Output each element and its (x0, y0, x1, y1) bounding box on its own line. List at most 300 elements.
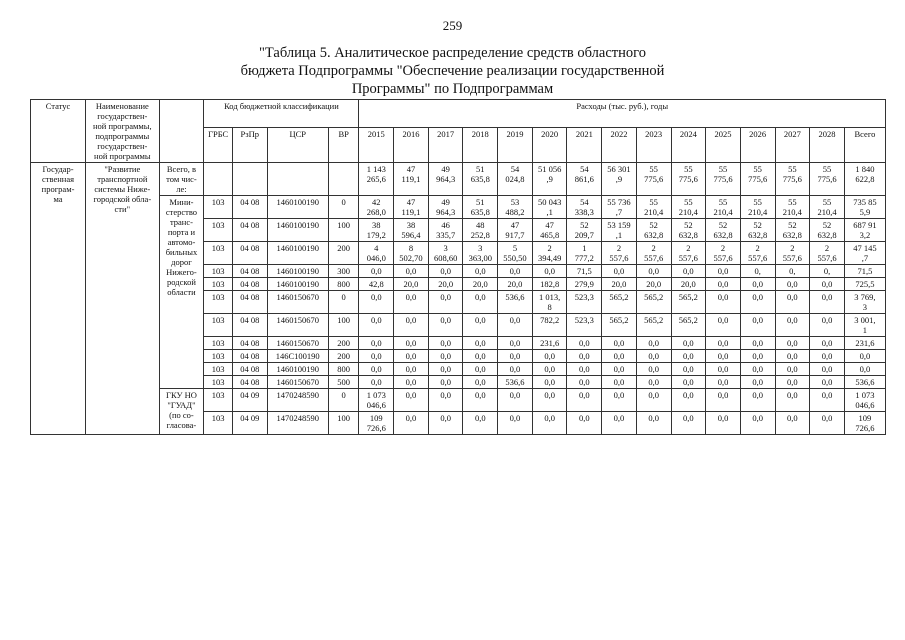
value-cell: 0,0 (498, 363, 533, 376)
total-value-cell: 47 119,1 (394, 163, 429, 196)
executor-cell: Мини- стерство транс- порта и автомо- бильных дорог Нижего- родской области (159, 196, 204, 389)
value-cell: 53 159 ,1 (602, 219, 637, 242)
value-cell: 71,5 (844, 265, 885, 278)
value-cell: 0,0 (775, 350, 810, 363)
value-cell: 0,0 (706, 265, 741, 278)
value-cell: 0,0 (359, 376, 394, 389)
value-cell: 0,0 (428, 376, 463, 389)
value-cell: 0,0 (359, 337, 394, 350)
csr-cell: 1460100190 (267, 196, 328, 219)
value-cell: 0,0 (498, 350, 533, 363)
total-value-cell: 51 635,8 (463, 163, 498, 196)
value-cell: 565,2 (671, 314, 706, 337)
value-cell: 0,0 (394, 376, 429, 389)
empty-code-cell (204, 163, 233, 196)
total-value-cell: 55 775,6 (671, 163, 706, 196)
vr-cell: 200 (328, 242, 359, 265)
value-cell: 0,0 (567, 389, 602, 412)
value-cell: 0,0 (844, 363, 885, 376)
value-cell: 0,0 (602, 265, 637, 278)
value-cell: 0,0 (740, 412, 775, 435)
value-cell: 565,2 (602, 291, 637, 314)
value-cell: 48 252,8 (463, 219, 498, 242)
value-cell: 47 119,1 (394, 196, 429, 219)
value-cell: 0,0 (740, 376, 775, 389)
value-cell: 53 488,2 (498, 196, 533, 219)
value-cell: 50 043 ,1 (532, 196, 567, 219)
value-cell: 5 550,50 (498, 242, 533, 265)
value-cell: 2 557,6 (775, 242, 810, 265)
value-cell: 20,0 (498, 278, 533, 291)
value-cell: 52 632,8 (775, 219, 810, 242)
vr-cell: 200 (328, 337, 359, 350)
value-cell: 20,0 (394, 278, 429, 291)
total-value-cell: 54 861,6 (567, 163, 602, 196)
year-header: 2018 (463, 128, 498, 163)
year-header: 2023 (636, 128, 671, 163)
value-cell: 8 502,70 (394, 242, 429, 265)
value-cell: 0,0 (394, 265, 429, 278)
value-cell: 0,0 (775, 363, 810, 376)
csr-cell: 1470248590 (267, 412, 328, 435)
value-cell: 523,3 (567, 314, 602, 337)
vr-cell: 800 (328, 278, 359, 291)
value-cell: 0,0 (567, 337, 602, 350)
grbs-cell: 103 (204, 196, 233, 219)
value-cell: 0,0 (567, 350, 602, 363)
value-cell: 0,0 (463, 389, 498, 412)
value-cell: 0,0 (428, 314, 463, 337)
grbs-cell: 103 (204, 291, 233, 314)
value-cell: 0,0 (810, 376, 845, 389)
grbs-cell: 103 (204, 363, 233, 376)
value-cell: 0,0 (532, 350, 567, 363)
value-cell: 0,0 (740, 278, 775, 291)
grbs-cell: 103 (204, 219, 233, 242)
value-cell: 0,0 (359, 363, 394, 376)
vr-cell: 100 (328, 412, 359, 435)
value-cell: 0,0 (706, 314, 741, 337)
value-cell: 42 268,0 (359, 196, 394, 219)
header-row (31, 100, 886, 128)
vr-cell: 0 (328, 389, 359, 412)
value-cell: 1 073 046,6 (359, 389, 394, 412)
rzpr-cell: 04 08 (232, 350, 267, 363)
value-cell: 0,0 (498, 337, 533, 350)
value-cell: 0,0 (567, 376, 602, 389)
value-cell: 0,0 (602, 412, 637, 435)
value-cell: 0,0 (671, 389, 706, 412)
value-cell: 47 465,8 (532, 219, 567, 242)
grbs-cell: 103 (204, 265, 233, 278)
value-cell: 0,0 (775, 291, 810, 314)
title-line: бюджета Подпрограммы "Обеспечение реализации государственной (240, 63, 665, 79)
total-label: Всего, в том чис- ле: (159, 163, 204, 196)
budget-code-group-header: Код бюджетной классификации (204, 100, 359, 128)
value-cell: 2 557,6 (602, 242, 637, 265)
value-cell: 0,0 (498, 412, 533, 435)
value-cell: 52 632,8 (706, 219, 741, 242)
value-cell: 52 632,8 (740, 219, 775, 242)
csr-cell: 1460100190 (267, 265, 328, 278)
value-cell: 1 777,2 (567, 242, 602, 265)
value-cell: 3 608,60 (428, 242, 463, 265)
csr-cell: 1460100190 (267, 219, 328, 242)
value-cell: 0,0 (706, 412, 741, 435)
value-cell: 47 917,7 (498, 219, 533, 242)
value-cell: 0,0 (602, 337, 637, 350)
value-cell: 2 557,6 (706, 242, 741, 265)
value-cell: 0,0 (428, 265, 463, 278)
csr-cell: 1460100190 (267, 242, 328, 265)
value-cell: 0,0 (671, 376, 706, 389)
year-header: 2016 (394, 128, 429, 163)
value-cell: 279,9 (567, 278, 602, 291)
value-cell: 2 557,6 (671, 242, 706, 265)
year-header: 2025 (706, 128, 741, 163)
value-cell: 42,8 (359, 278, 394, 291)
value-cell: 0,0 (602, 363, 637, 376)
value-cell: 0,0 (394, 291, 429, 314)
value-cell: 0,0 (706, 291, 741, 314)
year-header: 2020 (532, 128, 567, 163)
table-body (31, 100, 886, 435)
value-cell: 0,0 (463, 350, 498, 363)
value-cell: 47 145 ,7 (844, 242, 885, 265)
value-cell: 0,0 (810, 363, 845, 376)
value-cell: 55 210,4 (706, 196, 741, 219)
rzpr-cell: 04 08 (232, 337, 267, 350)
budget-table (30, 99, 886, 435)
value-cell: 0,0 (636, 265, 671, 278)
grbs-cell: 103 (204, 278, 233, 291)
value-cell: 0,0 (463, 363, 498, 376)
rzpr-cell: 04 09 (232, 389, 267, 412)
rzpr-cell: 04 08 (232, 278, 267, 291)
value-cell: 0,0 (567, 412, 602, 435)
empty-code-cell (267, 163, 328, 196)
value-cell: 3 769, 3 (844, 291, 885, 314)
total-value-cell: 55 775,6 (636, 163, 671, 196)
value-cell: 231,6 (532, 337, 567, 350)
value-cell: 0,0 (532, 265, 567, 278)
value-cell: 735 85 5,9 (844, 196, 885, 219)
value-cell: 536,6 (498, 376, 533, 389)
value-cell: 2 557,6 (636, 242, 671, 265)
value-cell: 51 635,8 (463, 196, 498, 219)
value-cell: 0,0 (463, 412, 498, 435)
rzpr-cell: 04 08 (232, 314, 267, 337)
rzpr-cell: 04 09 (232, 412, 267, 435)
title-line: "Таблица 5. Аналитическое распределение средств областного (259, 45, 646, 61)
csr-cell: 1460100190 (267, 363, 328, 376)
code-header: ЦСР (267, 128, 328, 163)
csr-cell: 146С100190 (267, 350, 328, 363)
value-cell: 0,0 (706, 376, 741, 389)
value-cell: 0,0 (810, 389, 845, 412)
value-cell: 0,0 (775, 337, 810, 350)
value-cell: 0,0 (636, 389, 671, 412)
value-cell: 0,0 (359, 291, 394, 314)
value-cell: 0,0 (636, 337, 671, 350)
value-cell: 0,0 (602, 389, 637, 412)
value-cell: 0,0 (359, 350, 394, 363)
value-cell: 0,0 (498, 265, 533, 278)
value-cell: 0,0 (394, 350, 429, 363)
total-value-cell: 55 775,6 (775, 163, 810, 196)
value-cell: 0,0 (463, 265, 498, 278)
value-cell: 565,2 (636, 291, 671, 314)
value-cell: 52 209,7 (567, 219, 602, 242)
table-row (31, 196, 886, 219)
value-cell: 0,0 (844, 350, 885, 363)
csr-cell: 1460150670 (267, 376, 328, 389)
vr-cell: 100 (328, 314, 359, 337)
value-cell: 1 073 046,6 (844, 389, 885, 412)
status-cell: Государ- ственная програм- ма (31, 163, 86, 435)
value-cell: 0,0 (810, 278, 845, 291)
value-cell: 536,6 (498, 291, 533, 314)
value-cell: 0,0 (394, 363, 429, 376)
program-name-cell: "Развитие транспортной системы Ниже- городской обла- сти" (86, 163, 159, 435)
total-value-cell: 49 964,3 (428, 163, 463, 196)
value-cell: 0,0 (567, 363, 602, 376)
value-cell: 0,0 (636, 412, 671, 435)
value-cell: 52 632,8 (810, 219, 845, 242)
value-cell: 0,0 (532, 376, 567, 389)
value-cell: 0,0 (706, 363, 741, 376)
csr-cell: 1460150670 (267, 314, 328, 337)
vr-cell: 0 (328, 291, 359, 314)
value-cell: 782,2 (532, 314, 567, 337)
value-cell: 38 596,4 (394, 219, 429, 242)
value-cell: 109 726,6 (844, 412, 885, 435)
year-header: 2015 (359, 128, 394, 163)
rzpr-cell: 04 08 (232, 363, 267, 376)
code-header: ВР (328, 128, 359, 163)
value-cell: 38 179,2 (359, 219, 394, 242)
value-cell: 0,0 (810, 412, 845, 435)
vr-cell: 500 (328, 376, 359, 389)
year-header: 2026 (740, 128, 775, 163)
value-cell: 0,0 (359, 314, 394, 337)
total-value-cell: 56 301 ,9 (602, 163, 637, 196)
value-cell: 0,0 (463, 314, 498, 337)
value-cell: 0,0 (740, 314, 775, 337)
value-cell: 0, (810, 265, 845, 278)
rzpr-cell: 04 08 (232, 219, 267, 242)
value-cell: 687 91 3,2 (844, 219, 885, 242)
year-header: 2019 (498, 128, 533, 163)
value-cell: 523,3 (567, 291, 602, 314)
value-cell: 0,0 (498, 314, 533, 337)
rzpr-cell: 04 08 (232, 376, 267, 389)
value-cell: 536,6 (844, 376, 885, 389)
rzpr-cell: 04 08 (232, 196, 267, 219)
value-cell: 52 632,8 (636, 219, 671, 242)
value-cell: 0,0 (775, 278, 810, 291)
grbs-cell: 103 (204, 412, 233, 435)
year-header: 2027 (775, 128, 810, 163)
year-header: 2022 (602, 128, 637, 163)
value-cell: 55 210,4 (671, 196, 706, 219)
status-header: Статус (31, 100, 86, 163)
value-cell: 0,0 (636, 363, 671, 376)
program-name-header: Наименование государствен- ной программы, подпрограммы государствен- ной программы (86, 100, 159, 163)
page-number: 259 (442, 18, 463, 33)
value-cell: 0,0 (706, 350, 741, 363)
value-cell: 0,0 (428, 337, 463, 350)
value-cell: 0,0 (532, 412, 567, 435)
value-cell: 4 046,0 (359, 242, 394, 265)
value-cell: 3 363,00 (463, 242, 498, 265)
value-cell: 0,0 (706, 337, 741, 350)
value-cell: 0,0 (394, 314, 429, 337)
value-cell: 20,0 (636, 278, 671, 291)
csr-cell: 1460100190 (267, 278, 328, 291)
grbs-cell: 103 (204, 389, 233, 412)
table-row (31, 389, 886, 412)
value-cell: 0,0 (740, 350, 775, 363)
title-line: Программы" по Подпрограммам (351, 81, 554, 97)
value-cell: 0,0 (740, 389, 775, 412)
value-cell: 0, (775, 265, 810, 278)
value-cell: 0,0 (463, 376, 498, 389)
total-value-cell: 55 775,6 (740, 163, 775, 196)
value-cell: 0,0 (671, 265, 706, 278)
value-cell: 0,0 (671, 363, 706, 376)
value-cell: 0,0 (463, 291, 498, 314)
value-cell: 0,0 (636, 376, 671, 389)
total-value-cell: 55 775,6 (706, 163, 741, 196)
table-row (31, 163, 886, 196)
grbs-cell: 103 (204, 242, 233, 265)
value-cell: 0,0 (706, 278, 741, 291)
value-cell: 20,0 (428, 278, 463, 291)
year-header: 2021 (567, 128, 602, 163)
value-cell: 71,5 (567, 265, 602, 278)
document-title (0, 44, 905, 98)
vr-cell: 300 (328, 265, 359, 278)
vr-cell: 100 (328, 219, 359, 242)
value-cell: 565,2 (636, 314, 671, 337)
executor-cell: ГКУ НО "ГУАД" (по со- гласова- (159, 389, 204, 435)
grbs-cell: 103 (204, 314, 233, 337)
value-cell: 55 210,4 (810, 196, 845, 219)
value-cell: 2 394,49 (532, 242, 567, 265)
value-cell: 20,0 (463, 278, 498, 291)
grbs-cell: 103 (204, 376, 233, 389)
value-cell: 0, (740, 265, 775, 278)
value-cell: 0,0 (428, 389, 463, 412)
value-cell: 0,0 (463, 337, 498, 350)
value-cell: 52 632,8 (671, 219, 706, 242)
value-cell: 0,0 (532, 363, 567, 376)
value-cell: 0,0 (394, 337, 429, 350)
value-cell: 2 557,6 (740, 242, 775, 265)
value-cell: 725,5 (844, 278, 885, 291)
total-value-cell: 55 775,6 (810, 163, 845, 196)
empty-code-cell (328, 163, 359, 196)
value-cell: 109 726,6 (359, 412, 394, 435)
value-cell: 0,0 (740, 337, 775, 350)
value-cell: 0,0 (671, 412, 706, 435)
value-cell: 0,0 (636, 350, 671, 363)
value-cell: 0,0 (359, 265, 394, 278)
value-cell: 0,0 (428, 291, 463, 314)
vr-cell: 200 (328, 350, 359, 363)
value-cell: 46 335,7 (428, 219, 463, 242)
value-cell: 55 210,4 (740, 196, 775, 219)
code-header: ГРБС (204, 128, 233, 163)
value-cell: 565,2 (602, 314, 637, 337)
grbs-cell: 103 (204, 350, 233, 363)
value-cell: 3 001, 1 (844, 314, 885, 337)
value-cell: 0,0 (810, 291, 845, 314)
value-cell: 0,0 (775, 412, 810, 435)
csr-cell: 1460150670 (267, 337, 328, 350)
total-value-cell: 51 056 ,9 (532, 163, 567, 196)
value-cell: 231,6 (844, 337, 885, 350)
value-cell: 0,0 (428, 363, 463, 376)
csr-cell: 1460150670 (267, 291, 328, 314)
value-cell: 0,0 (671, 350, 706, 363)
total-value-cell: 54 024,8 (498, 163, 533, 196)
executor-header (159, 100, 204, 163)
vr-cell: 0 (328, 196, 359, 219)
value-cell: 0,0 (810, 350, 845, 363)
value-cell: 0,0 (602, 376, 637, 389)
value-cell: 0,0 (394, 412, 429, 435)
value-cell: 0,0 (740, 363, 775, 376)
value-cell: 0,0 (810, 337, 845, 350)
code-header: РзПр (232, 128, 267, 163)
rzpr-cell: 04 08 (232, 291, 267, 314)
total-value-cell: 1 143 265,6 (359, 163, 394, 196)
value-cell: 55 210,4 (775, 196, 810, 219)
value-cell: 182,8 (532, 278, 567, 291)
value-cell: 55 736 ,7 (602, 196, 637, 219)
value-cell: 0,0 (775, 314, 810, 337)
rzpr-cell: 04 08 (232, 242, 267, 265)
value-cell: 0,0 (671, 337, 706, 350)
value-cell: 55 210,4 (636, 196, 671, 219)
csr-cell: 1470248590 (267, 389, 328, 412)
rzpr-cell: 04 08 (232, 265, 267, 278)
value-cell: 0,0 (602, 350, 637, 363)
value-cell: 20,0 (602, 278, 637, 291)
year-header: 2017 (428, 128, 463, 163)
value-cell: 20,0 (671, 278, 706, 291)
vr-cell: 800 (328, 363, 359, 376)
empty-code-cell (232, 163, 267, 196)
year-header: 2028 (810, 128, 845, 163)
value-cell: 0,0 (394, 389, 429, 412)
value-cell: 0,0 (775, 376, 810, 389)
value-cell: 1 013, 8 (532, 291, 567, 314)
value-cell: 0,0 (532, 389, 567, 412)
grbs-cell: 103 (204, 337, 233, 350)
value-cell: 0,0 (775, 389, 810, 412)
year-header: Всего (844, 128, 885, 163)
total-value-cell: 1 840 622,8 (844, 163, 885, 196)
year-header: 2024 (671, 128, 706, 163)
value-cell: 2 557,6 (810, 242, 845, 265)
value-cell: 0,0 (428, 350, 463, 363)
value-cell: 0,0 (498, 389, 533, 412)
value-cell: 0,0 (428, 412, 463, 435)
value-cell: 0,0 (740, 291, 775, 314)
